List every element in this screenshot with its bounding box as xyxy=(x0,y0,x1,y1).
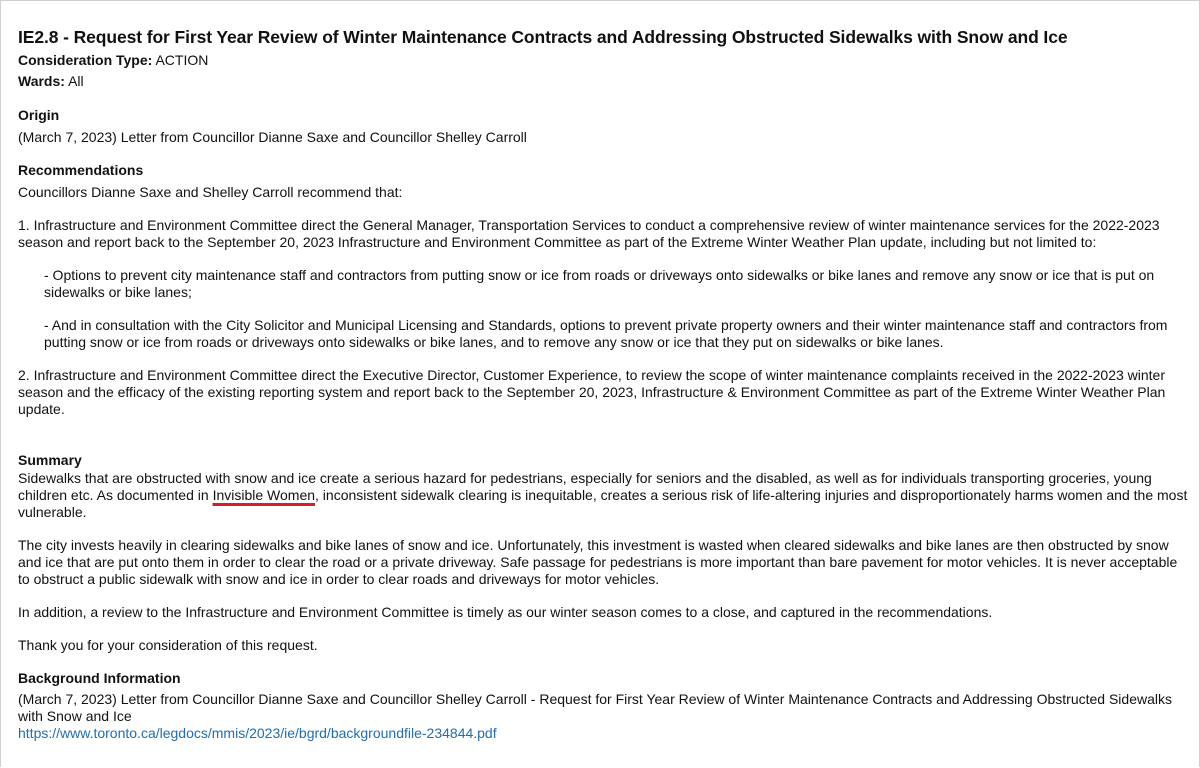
recommendation-1b: - And in consultation with the City Solicitor and Municipal Licensing and Standards, options to prevent private property owners and their winter maintenance staff and contractors from putting snow or ice from roads or driveways onto sidewalks or bike lanes, and to remove any snow or ice that they put on sidewalks or bike lanes. xyxy=(44,317,1168,350)
background-file-link[interactable]: https://www.toronto.ca/legdocs/mmis/2023/ie/bgrd/backgroundfile-234844.pdf xyxy=(18,725,497,741)
consideration-type xyxy=(18,50,1188,71)
recommendation-1a: - Options to prevent city maintenance staff and contractors from putting snow or ice from roads or driveways onto sidewalks or bike lanes and remove any snow or ice that is put on sidewalks or bike lanes; xyxy=(44,267,1155,300)
summary-heading: Summary xyxy=(18,452,82,468)
summary-paragraph-4: Thank you for your consideration of this request. xyxy=(18,637,318,653)
recommendation-1: 1. Infrastructure and Environment Committee direct the General Manager, Transportation Services to conduct a comprehensive review of winter maintenance services for the 2022-2023 season and report back to the September 20, 2023 Infrastructure and Environment Committee as part of the Extreme Winter Weather Plan update, including but not limited to: xyxy=(18,217,1160,250)
background-text: (March 7, 2023) Letter from Councillor Dianne Saxe and Councillor Shelley Carroll - Request for First Year Review of Winter Maintenance Contracts and Addressing Obstructed Sidewalks with Snow and Ice xyxy=(18,691,1172,724)
recommendation-2: 2. Infrastructure and Environment Committee direct the Executive Director, Customer Experience, to review the scope of winter maintenance complaints received in the 2022-2023 winter season and the efficacy of the existing reporting system and report back to the September 20, 2023, Infrastructure & Environment Committee as part of the Extreme Winter Weather Plan update. xyxy=(18,367,1166,417)
recommendations-intro: Councillors Dianne Saxe and Shelley Carroll recommend that: xyxy=(18,184,403,200)
origin-text: (March 7, 2023) Letter from Councillor Dianne Saxe and Councillor Shelley Carroll xyxy=(18,129,527,145)
item-title: IE2.8 - Request for First Year Review of Winter Maintenance Contracts and Addressing Obstructed Sidewalks with Snow and Ice xyxy=(18,27,1068,47)
origin-heading: Origin xyxy=(18,107,60,123)
summary-p1-before: Sidewalks that are obstructed with snow and ice create a serious hazard for pedestrians, especially for seniors and the disabled, as well as for individuals transporting groceries, young children etc. As documented in xyxy=(18,470,1152,503)
summary-paragraph-2: The city invests heavily in clearing sidewalks and bike lanes of snow and ice. Unfortunately, this investment is wasted when cleared sidewalks and bike lanes are then obstructed by snow and ice that are put onto them in order to clear the road or a private driveway. Safe passage for pedestrians is more important than bare pavement for motor vehicles. It is never acceptable to obstruct a public sidewalk with snow and ice in order to clear roads and driveways for motor vehicles. xyxy=(18,537,1178,587)
background-heading: Background Information xyxy=(18,670,181,686)
summary-paragraph-3: In addition, a review to the Infrastructure and Environment Committee is timely as our winter season comes to a close, and captured in the recommendations. xyxy=(18,604,993,620)
summary-paragraph-1 xyxy=(18,470,1188,521)
agenda-item xyxy=(18,26,1188,742)
recommendations-heading: Recommendations xyxy=(18,162,144,178)
consideration-type-value: ACTION xyxy=(155,52,209,68)
wards-label: Wards: xyxy=(18,73,65,89)
consideration-type-label: Consideration Type: xyxy=(18,52,153,68)
wards xyxy=(18,71,1188,92)
invisible-women-reference: Invisible Women xyxy=(212,487,316,503)
wards-value: All xyxy=(68,73,84,89)
summary-p1-after: , inconsistent sidewalk clearing is inequitable, creates a serious risk of life-altering injuries and disproportionately harms women and the most vulnerable. xyxy=(18,487,1188,520)
